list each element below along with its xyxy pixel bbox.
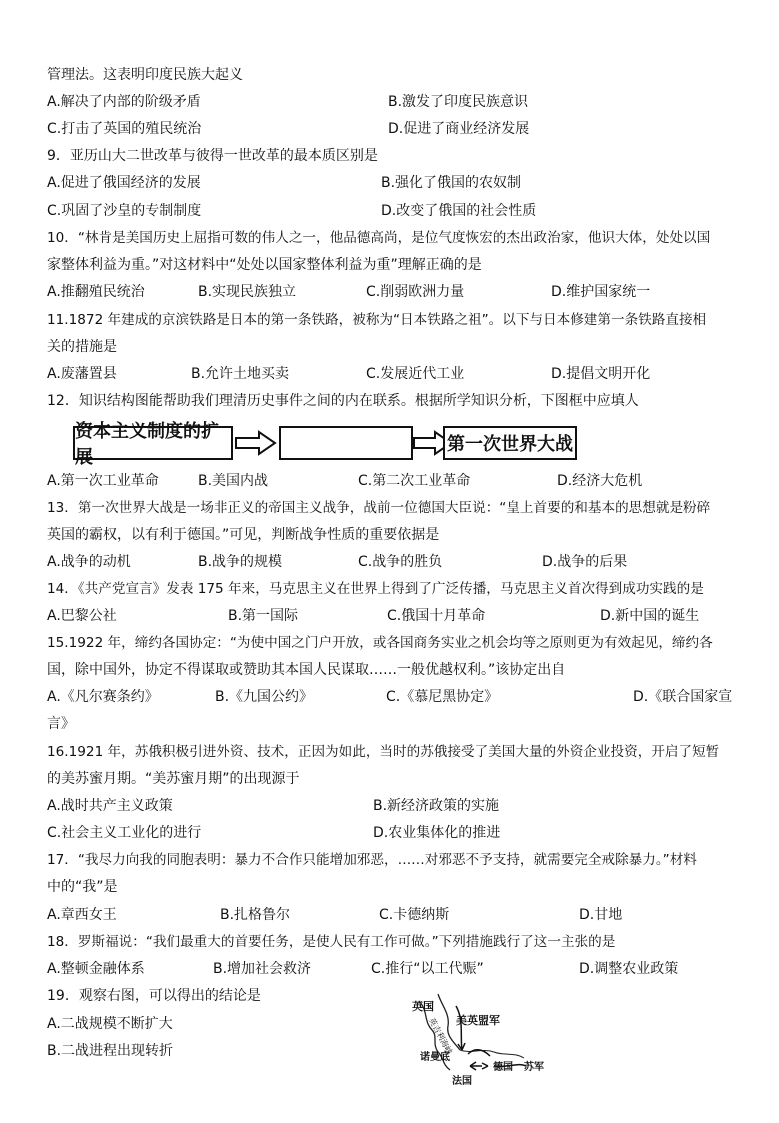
q11-stem-line1: 11.1872 年建成的京滨铁路是日本的第一条铁路，被称为“日本铁路之祖”。以下与日本修建第一条铁路直接相 [47,312,707,328]
q10-option-a: A.推翻殖民统治 [47,284,145,300]
q11-option-a: A.废藩置县 [47,366,117,382]
q12-option-d: D.经济大危机 [557,473,643,489]
q17-option-a: A.章西女王 [47,907,117,923]
q12-option-a: A.第一次工业革命 [47,473,159,489]
q11-option-d: D.提倡文明开化 [551,366,651,382]
q16-stem-line2: 的美苏蜜月期。“美苏蜜月期”的出现源于 [47,771,300,787]
q18-option-d: D.调整农业政策 [579,961,679,977]
q14-option-b: B.第一国际 [228,608,299,624]
q18-option-b: B.增加社会救济 [213,961,312,977]
q15-option-d: D.《联合国家宣 [633,689,733,705]
map-label-britain: 英国 [412,1000,434,1013]
q19-option-a: A.二战规模不断扩大 [47,1016,173,1032]
q10-option-d: D.维护国家统一 [551,284,651,300]
q10-stem-line2: 家整体利益为重。”对这材料中“处处以国家整体利益为重”理解正确的是 [47,257,482,273]
q18-stem: 18．罗斯福说：“我们最重大的首要任务，是使人民有工作可做。”下列措施践行了这一主张的是 [47,934,616,950]
flow-arrow-icon [235,430,277,456]
q16-stem-line1: 16.1921 年，苏俄积极引进外资、技术，正因为如此，当时的苏俄接受了美国大量的外资企业投资，开启了短暂 [47,744,720,760]
q15-option-a: A.《凡尔赛条约》 [47,689,159,705]
q14-option-a: A.巴黎公社 [47,608,117,624]
q8-option-b: B.激发了印度民族意识 [388,94,529,110]
flow-box-end: 第一次世界大战 [443,426,577,460]
q16-option-c: C.社会主义工业化的进行 [47,825,202,841]
q18-option-c: C.推行“以工代赈” [371,961,484,977]
q11-option-b: B.允许土地买卖 [191,366,290,382]
map-label-soviet-army: 苏军 [524,1062,544,1073]
map-label-normandy: 诺曼底 [420,1052,450,1063]
q17-option-d: D.甘地 [579,907,623,923]
q19-stem: 19．观察右图，可以得出的结论是 [47,988,261,1004]
q16-option-d: D.农业集体化的推进 [373,825,501,841]
q15-option-c: C.《慕尼黑协定》 [386,689,499,705]
normandy-map-figure [398,992,548,1087]
q17-option-b: B.扎格鲁尔 [220,907,291,923]
q10-option-b: B.实现民族独立 [198,284,297,300]
q14-option-c: C.俄国十月革命 [387,608,486,624]
q16-option-a: A.战时共产主义政策 [47,798,173,814]
q8-stem-tail: 管理法。这表明印度民族大起义 [47,67,243,83]
map-label-france: 法国 [452,1076,472,1087]
q9-stem: 9．亚历山大二世改革与彼得一世改革的最本质区别是 [47,148,378,164]
q8-option-c: C.打击了英国的殖民统治 [47,121,202,137]
q10-stem-line1: 10．“林肯是美国历史上屈指可数的伟人之一，他品德高尚，是位气度恢宏的杰出政治家，他识大体，处处以国 [47,230,711,246]
q12-stem: 12．知识结构图能帮助我们理清历史事件之间的内在联系。根据所学知识分析，下图框中应填人 [47,393,639,409]
flow-box-start: 资本主义制度的扩展 [73,426,233,460]
q15-stem-line2: 国，除中国外，协定不得谋取或赞助其本国人民谋取……一般优越权利。”该协定出自 [47,662,566,678]
q12-option-b: B.美国内战 [198,473,269,489]
q17-stem-line2: 中的“我”是 [47,879,118,895]
q13-option-a: A.战争的动机 [47,554,131,570]
q8-option-d: D.促进了商业经济发展 [388,121,530,137]
q17-stem-line1: 17．“我尽力向我的同胞表明：暴力不合作只能增加邪恶，……对邪恶不予支持，就需要完全戒除暴力。”材料 [47,852,697,868]
q10-option-c: C.削弱欧洲力量 [366,284,465,300]
q17-option-c: C.卡德纳斯 [379,907,450,923]
q15-option-d-wrap: 言》 [47,716,75,732]
q9-option-b: B.强化了俄国的农奴制 [381,175,522,191]
q15-stem-line1: 15.1922 年，缔约各国协定：“为使中国之门户开放，或各国商务实业之机会均等之原则更为有效起见，缔约各 [47,635,713,651]
q9-option-a: A.促进了俄国经济的发展 [47,175,201,191]
q12-option-c: C.第二次工业革命 [358,473,471,489]
q13-option-c: C.战争的胜负 [358,554,443,570]
q11-option-c: C.发展近代工业 [366,366,465,382]
q16-option-b: B.新经济政策的实施 [373,798,500,814]
q19-option-b: B.二战进程出现转折 [47,1043,174,1059]
map-label-allied-forces: 美英盟军 [456,1014,500,1027]
q15-option-b: B.《九国公约》 [215,689,314,705]
q14-stem: 14．《共产党宣言》发表 175 年来，马克思主义在世界上得到了广泛传播，马克思主义首次得到成功实践的是 [47,581,704,597]
map-label-germany: 德国 [493,1062,513,1073]
q8-option-a: A.解决了内部的阶级矛盾 [47,94,201,110]
flow-box-blank [279,426,413,460]
q9-option-c: C.巩固了沙皇的专制制度 [47,203,202,219]
map-label-channel: 英吉利海峡 [427,1016,454,1057]
q13-option-d: D.战争的后果 [542,554,628,570]
q14-option-d: D.新中国的诞生 [600,608,700,624]
q13-stem-line1: 13．第一次世界大战是一场非正义的帝国主义战争，战前一位德国大臣说：“皇上首要的和基本的思想就是粉碎 [47,500,711,516]
q13-stem-line2: 英国的霸权，以有利于德国。”可见，判断战争性质的重要依据是 [47,527,440,543]
q9-option-d: D.改变了俄国的社会性质 [381,203,537,219]
q13-option-b: B.战争的规模 [198,554,283,570]
q11-stem-line2: 关的措施是 [47,339,117,355]
q18-option-a: A.整顿金融体系 [47,961,145,977]
